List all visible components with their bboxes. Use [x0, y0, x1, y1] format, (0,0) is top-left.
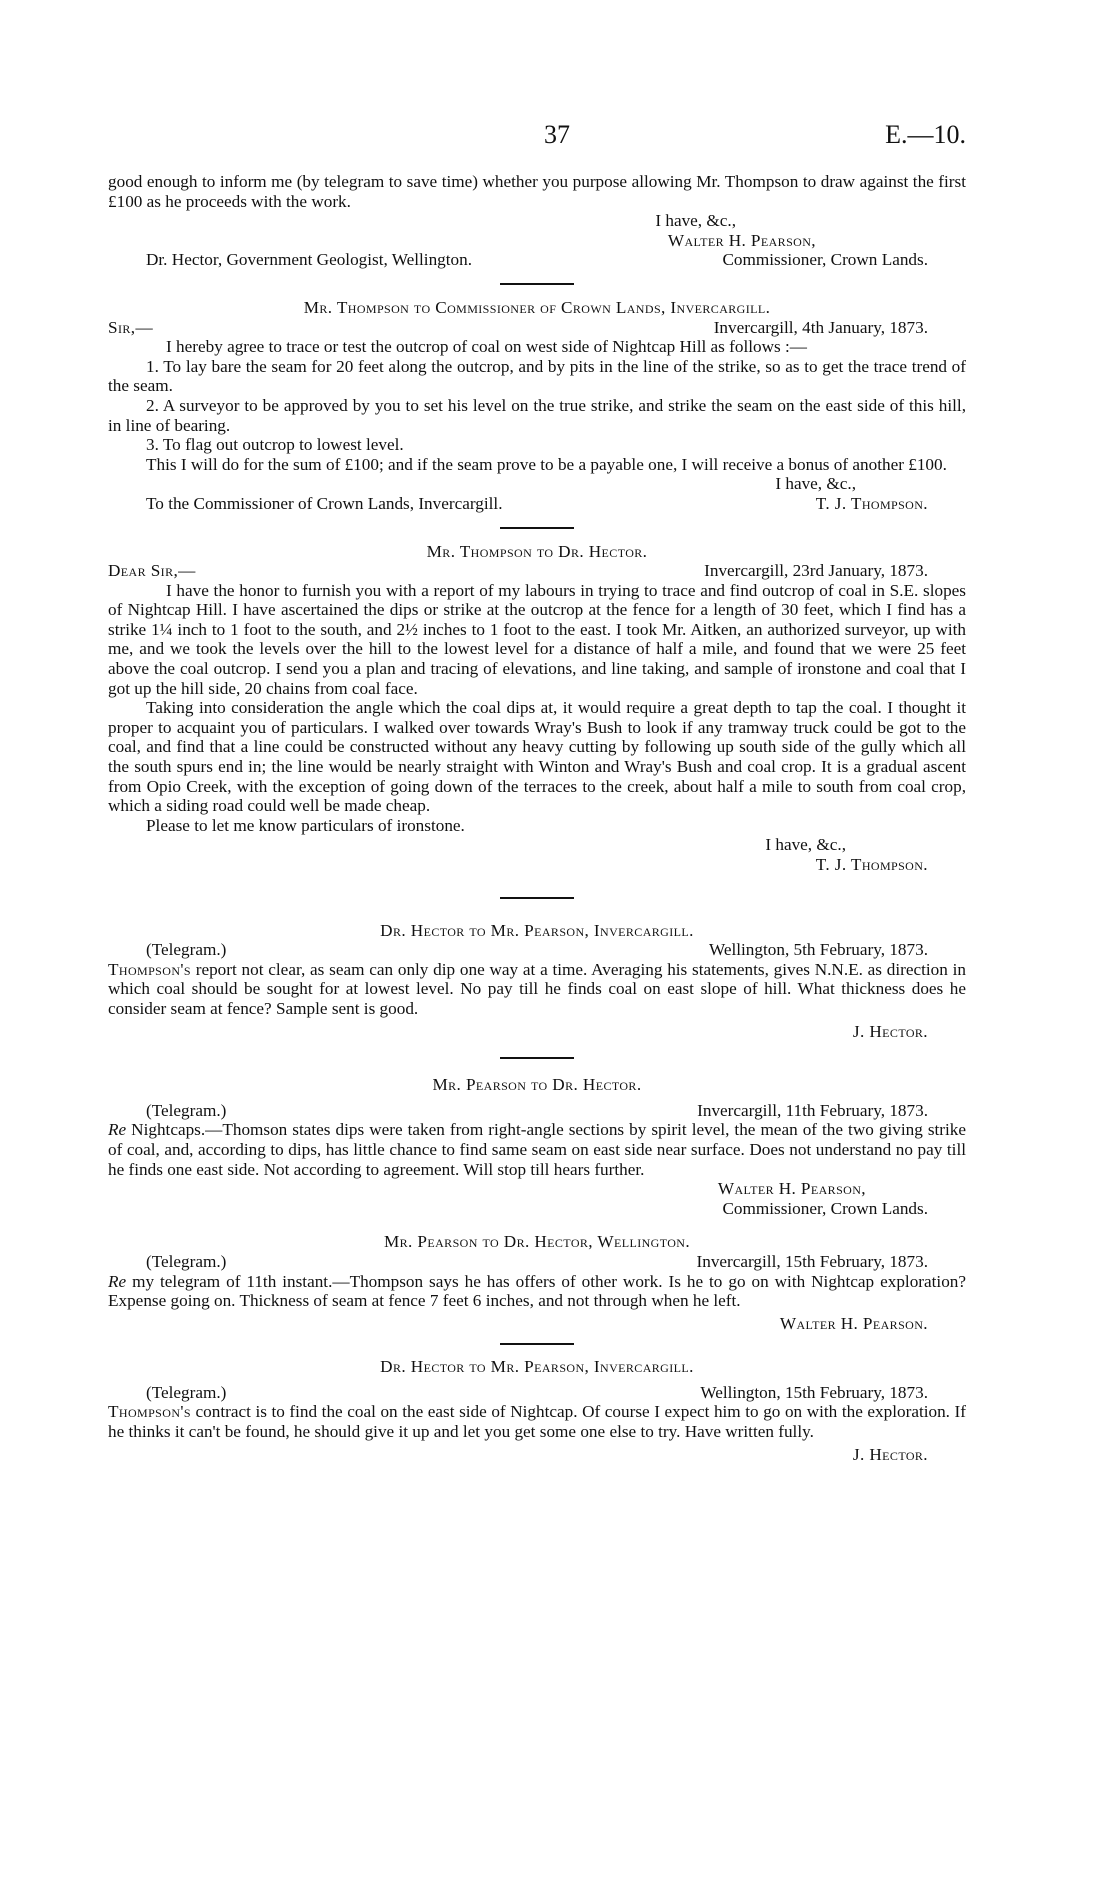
letter3-title: Mr. Thompson to Dr. Hector. [426, 541, 648, 561]
telegram1-signature: J. Hector. [852, 1021, 928, 1041]
telegram2-body: Nightcaps.—Thomson states dips were taken from right-angle sections by spirit level, the mean of the two giving strike of coal, and, according to dips, has little chance to find same seam on east side near surface. Does not understand no pay till he finds one east side. Not according to agreement. Will stop till hears further. [108, 1120, 966, 1179]
paragraph: Please to let me know particulars of ironstone. [146, 815, 465, 835]
letter1-closing: I have, &c., [655, 211, 736, 231]
telegram2-sender-name: Walter H. Pearson, [717, 1179, 866, 1199]
telegram2-lead: Re [108, 1120, 127, 1140]
telegram4-title: Dr. Hector to Mr. Pearson, Invercargill. [380, 1357, 694, 1377]
document-body [108, 172, 966, 1464]
telegram3-body: my telegram of 11th instant.—Thompson says he has offers of other work. Is he to go on with Nightcap exploration? Expense going on. Thickness of seam at fence 7 feet 6 inches, and not through when he left. [108, 1271, 967, 1311]
paragraph: 3. To flag out outcrop to lowest level. [146, 435, 404, 455]
letter3-place-date: Invercargill, 23rd January, 1873. [704, 561, 928, 581]
telegram3-signature: Walter H. Pearson. [779, 1313, 928, 1333]
telegram1-label: (Telegram.) [146, 940, 227, 960]
telegram1-title: Dr. Hector to Mr. Pearson, Invercargill. [380, 920, 694, 940]
letter2-addressee: To the Commissioner of Crown Lands, Invercargill. [146, 493, 503, 513]
telegram3-title: Mr. Pearson to Dr. Hector, Wellington. [383, 1232, 691, 1252]
telegram1-text [108, 960, 966, 1019]
telegram2-place-date: Invercargill, 11th February, 1873. [697, 1100, 928, 1120]
paragraph: 2. A surveyor to be approved by you to set his level on the true strike, and strike the seam on the east side of this hill, in line of bearing. [108, 395, 966, 435]
telegram1-lead: Thompson's [108, 959, 191, 979]
telegram3-label: (Telegram.) [146, 1251, 227, 1271]
telegram3-lead: Re [108, 1271, 127, 1291]
telegram3-place-date: Invercargill, 15th February, 1873. [696, 1251, 928, 1271]
telegram4-place-date: Wellington, 15th February, 1873. [700, 1382, 928, 1402]
telegram4-text [108, 1402, 966, 1441]
letter3-closing: I have, &c., [765, 835, 846, 855]
letter3-signature: T. J. Thompson. [815, 855, 928, 874]
letter1-sender-name: Walter H. Pearson, [667, 230, 816, 250]
telegram4-label: (Telegram.) [146, 1382, 227, 1402]
paragraph: I have the honor to furnish you with a report of my labours in trying to trace and find outcrop of coal in S.E. slopes of Nightcap Hill. I have ascertained the dips or strike at the outcrop at the fence for a length of 30 feet, which I find has a strike 1¼ inch to 1 foot to the south, and 2½ inches to 1 foot to the east. I took Mr. Aitken, an authorized surveyor, up with me, and we took the levels over the hill to the lowest level for a distance of half a mile, and found that we were 25 feet above the coal outcrop. I send you a plan and tracing of elevations, and line taking, and sample of ironstone and coal that I got up the hill side, 20 chains from coal face. [108, 580, 966, 698]
telegram4-signature: J. Hector. [852, 1444, 928, 1464]
paragraph: I hereby agree to trace or test the outcrop of coal on west side of Nightcap Hill as follows :— [166, 337, 807, 357]
letter3-salutation: Dear Sir,— [108, 561, 196, 581]
letter1-text: good enough to inform me (by telegram to save time) whether you purpose allowing Mr. Thompson to draw against the first £100 as he proceeds with the work. [108, 172, 966, 211]
telegram1-body: report not clear, as seam can only dip one way at a time. Averaging his statements, gives N.N.E. as direction in which coal should be sought for at lowest level. No pay till he finds coal on east slope of hill. What thickness does he consider seam at fence? Sample sent is good. [108, 959, 966, 1018]
letter1-addressee: Dr. Hector, Government Geologist, Wellington. [146, 250, 473, 270]
paragraph: 1. To lay bare the seam for 20 feet along the outcrop, and by pits in the line of the strike, so as to get the trace trend of the seam. [108, 356, 966, 396]
telegram2-text [108, 1120, 966, 1179]
telegram2-title: Mr. Pearson to Dr. Hector. [432, 1075, 642, 1095]
document-reference: E.—10. [885, 120, 966, 149]
telegram4-body: contract is to find the coal on the east side of Nightcap. Of course I expect him to go on with the exploration. If he thinks it can't be found, he should give it up and let you get some one else to try. Have written fully. [108, 1402, 966, 1442]
telegram4-lead: Thompson's [108, 1402, 191, 1422]
letter2-salutation: Sir,— [108, 317, 154, 337]
telegram2-label: (Telegram.) [146, 1100, 227, 1120]
letter2-closing: I have, &c., [775, 474, 856, 494]
telegram2-sender-title: Commissioner, Crown Lands. [722, 1198, 928, 1218]
page-number: 37 [544, 120, 570, 149]
paragraph: Taking into consideration the angle which the coal dips at, it would require a great depth to tap the coal. I thought it proper to acquaint you of particulars. I walked over towards Wray's Bush to look if any tramway truck could be got to the coal, and find that a line could be constructed without any heavy cutting by following up south side of the gully which all the south spurs end in; the line would be nearly straight with Winton and Wray's Bush and coal crop. It is a gradual ascent from Opio Creek, with the exception of going down of the terraces to the creek, about half a mile to south from coal crop, which a siding road could well be made cheap. [108, 698, 966, 816]
telegram3-text [108, 1272, 966, 1311]
telegram1-place-date: Wellington, 5th February, 1873. [709, 940, 928, 960]
letter2-signature: T. J. Thompson. [815, 493, 928, 513]
letter2-title: Mr. Thompson to Commissioner of Crown Lands, Invercargill. [303, 297, 771, 317]
letter2-place-date: Invercargill, 4th January, 1873. [713, 317, 928, 337]
letter1-sender-title: Commissioner, Crown Lands. [722, 250, 928, 270]
paragraph: This I will do for the sum of £100; and if the seam prove to be a payable one, I will receive a bonus of another £100. [146, 454, 947, 474]
